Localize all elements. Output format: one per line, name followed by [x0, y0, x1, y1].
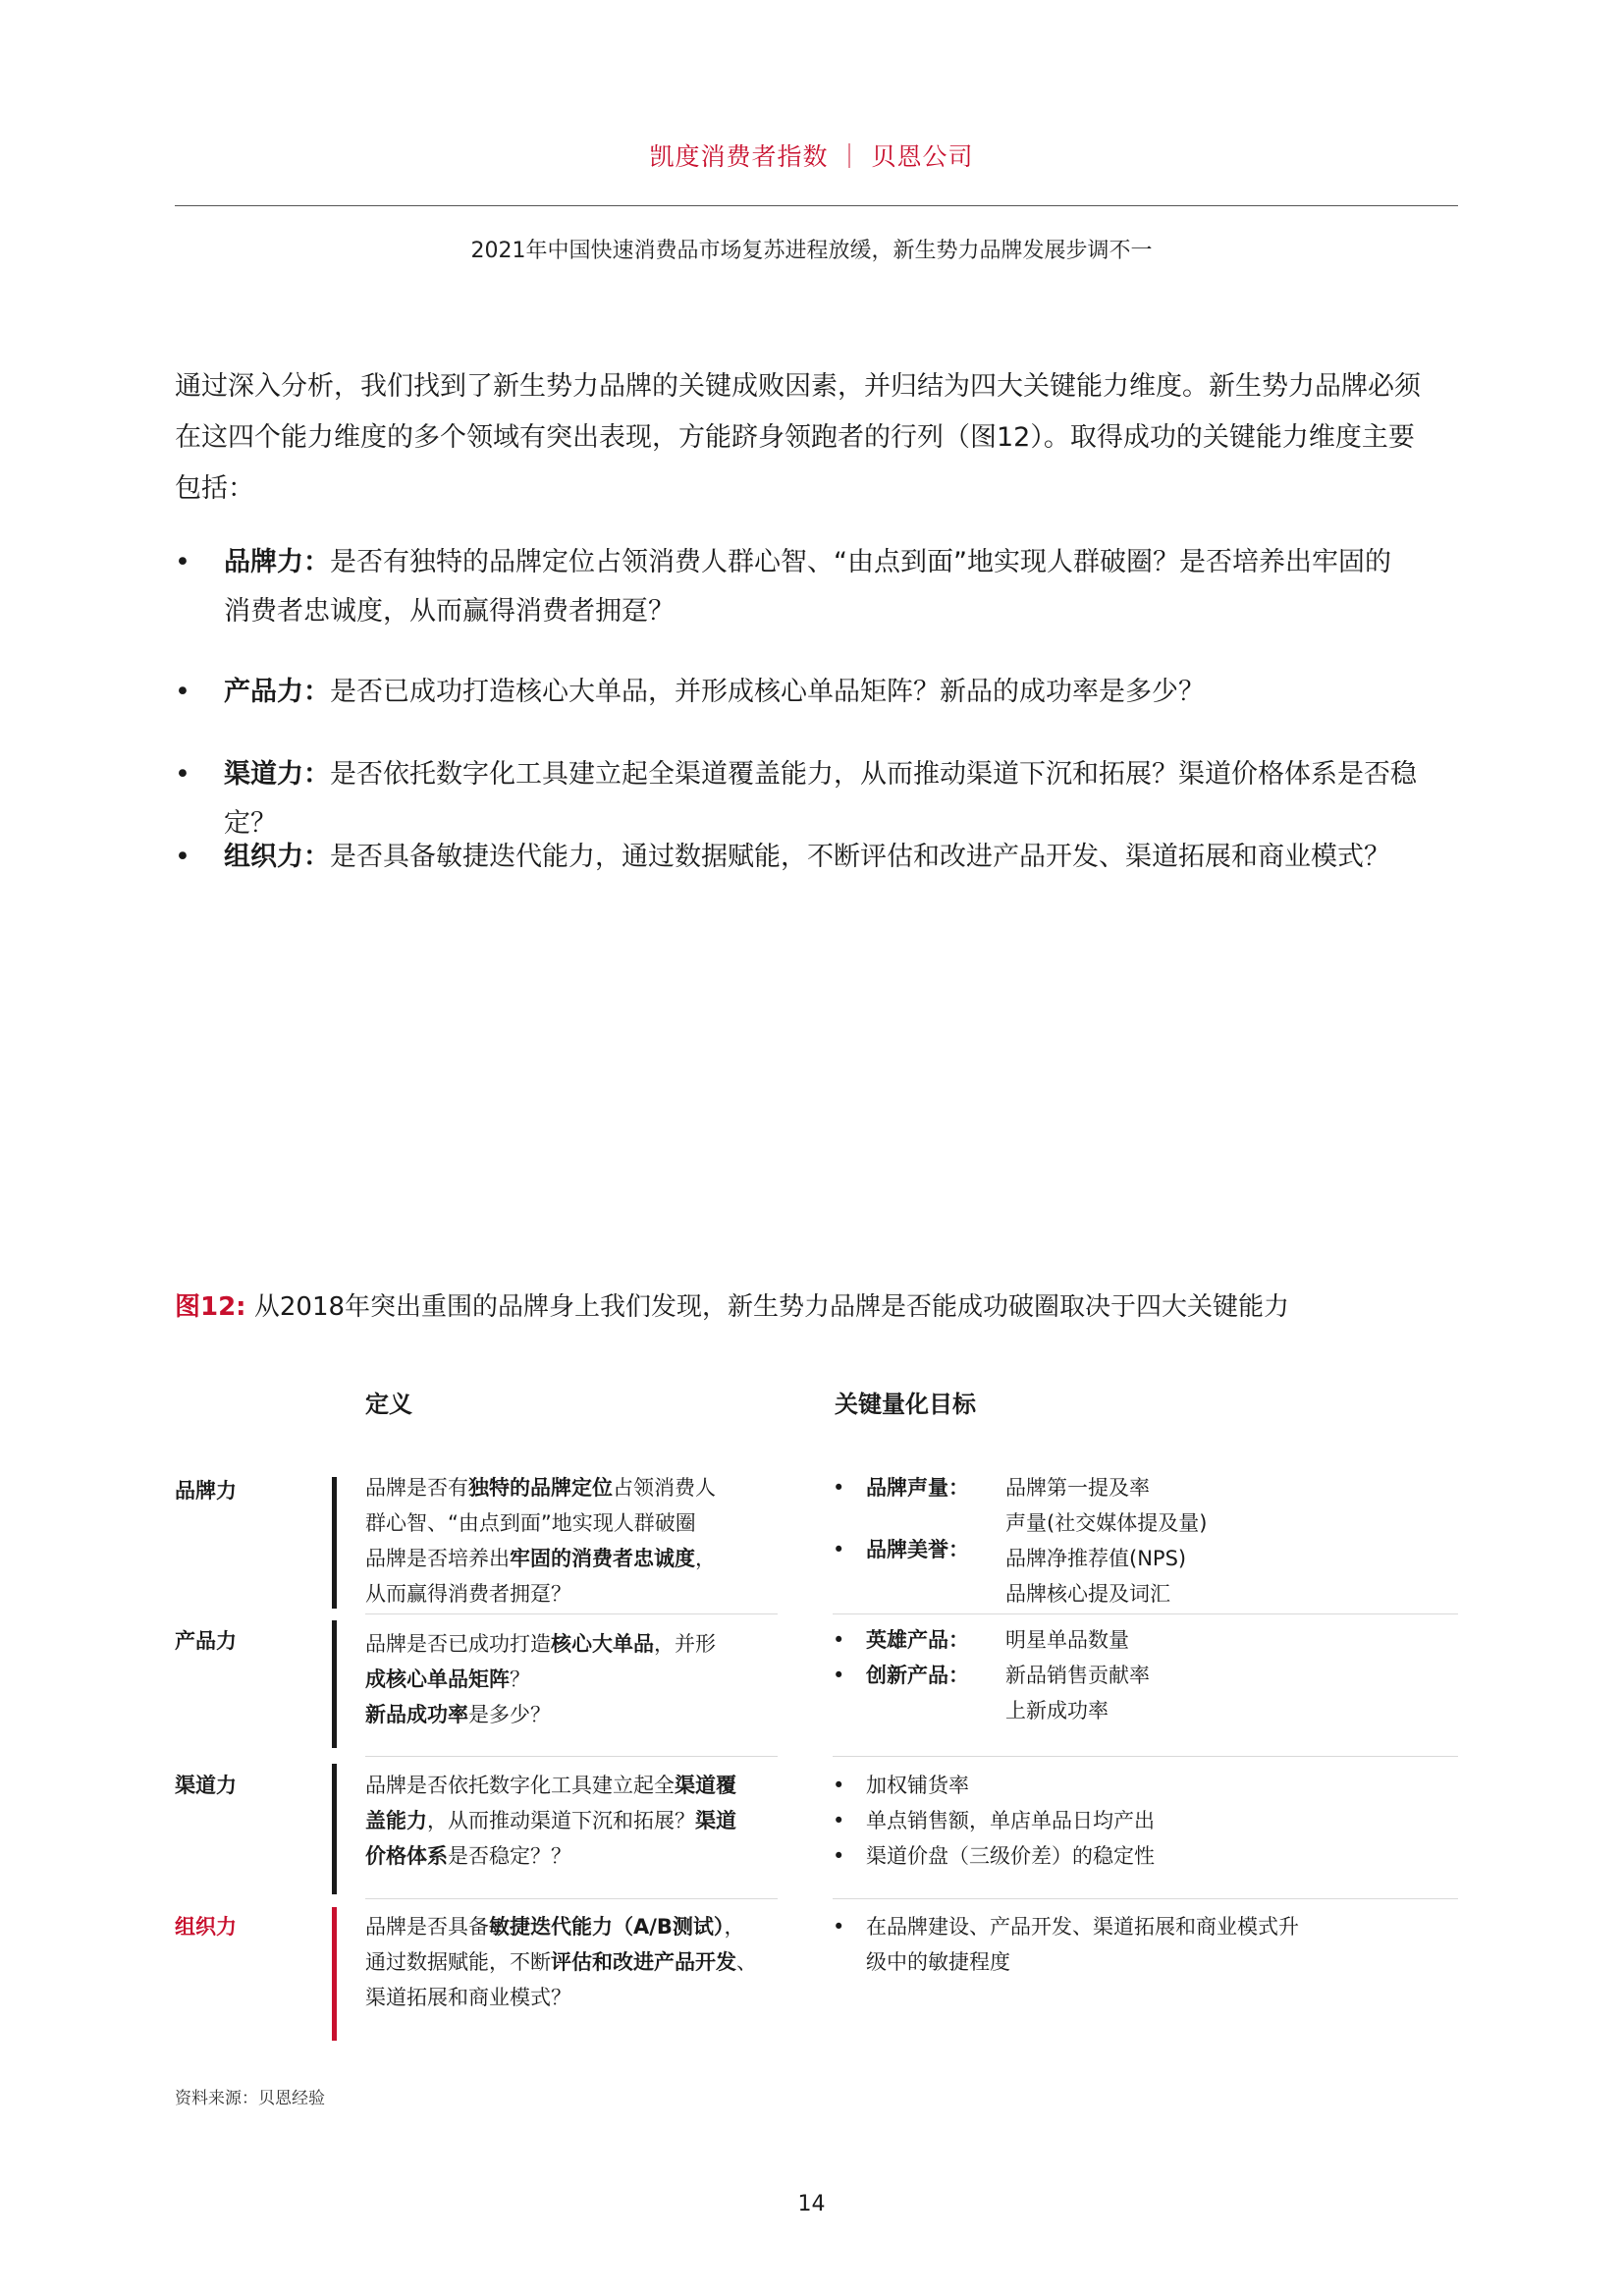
kpi-value: 品牌第一提及率 — [1005, 1476, 1150, 1500]
bullet-label: 渠道力： — [224, 759, 330, 790]
row-label-product: 产品力 — [175, 1629, 237, 1653]
definition-line: 成核心单品矩阵？ — [365, 1667, 530, 1691]
column-header-definition: 定义 — [365, 1391, 412, 1418]
row-accent-bar — [332, 1477, 337, 1609]
bullet-text: 是否有独特的品牌定位占领消费人群心智、“由点到面”地实现人群破圈？是否培养出牢固的 — [330, 547, 1391, 577]
row-label-channel: 渠道力 — [175, 1774, 237, 1797]
kpi-label: 品牌声量： — [866, 1476, 969, 1500]
intro-paragraph — [175, 361, 1461, 515]
definition-line: 价格体系是否稳定？？ — [365, 1844, 571, 1868]
row-divider — [833, 1898, 1458, 1899]
row-divider — [365, 1756, 778, 1757]
row-accent-bar-red — [332, 1907, 337, 2041]
intro-line: 在这四个能力维度的多个领域有突出表现，方能跻身领跑者的行列（图12）。取得成功的关键能力维度主要 — [175, 422, 1415, 453]
kpi-list-channel: • 加权铺货率 • 单点销售额，单店单品日均产出 • 渠道价盘（三级价差）的稳定性 — [833, 1768, 1441, 1876]
definition-product — [365, 1626, 778, 1732]
row-accent-bar — [332, 1764, 337, 1894]
intro-line: 通过深入分析，我们找到了新生势力品牌的关键成败因素，并归结为四大关键能力维度。新生势力品牌必须 — [175, 371, 1421, 402]
bullet-text: 是否依托数字化工具建立起全渠道覆盖能力，从而推动渠道下沉和拓展？渠道价格体系是否稳定？ — [224, 759, 1417, 839]
header-subtitle: 2021年中国快速消费品市场复苏进程放缓，新生势力品牌发展步调不一 — [470, 239, 1153, 263]
bullet-dot-icon: • — [175, 547, 190, 577]
source-note: 资料来源：贝恩经验 — [175, 2089, 325, 2108]
kpi-value: 明星单品数量 — [1005, 1628, 1129, 1652]
header-brand: 凯度消费者指数 ｜ 贝恩公司 — [649, 142, 974, 171]
kpi-item: 渠道价盘（三级价差）的稳定性 — [866, 1844, 1155, 1868]
figure-label: 图12: — [175, 1292, 246, 1322]
bullet-dot-icon: • — [175, 842, 190, 872]
definition-line: 品牌是否依托数字化工具建立起全渠道覆 — [365, 1774, 736, 1797]
page-number: 14 — [797, 2192, 826, 2216]
bullet-text: 是否具备敏捷迭代能力，通过数据赋能，不断评估和改进产品开发、渠道拓展和商业模式？ — [330, 842, 1390, 872]
kpi-values-product — [1005, 1622, 1437, 1728]
definition-line: 品牌是否已成功打造核心大单品，并形 — [365, 1632, 716, 1656]
figure-caption: 从2018年突出重围的品牌身上我们发现，新生势力品牌是否能成功破圈取决于四大关键能力 — [245, 1292, 1290, 1322]
kpi-label: 创新产品： — [866, 1664, 969, 1687]
bullet-dot-icon: • — [175, 677, 190, 707]
row-label-brand: 品牌力 — [175, 1479, 237, 1503]
definition-line: 品牌是否有独特的品牌定位占领消费人 — [365, 1476, 716, 1500]
bullet-text: 是否已成功打造核心大单品，并形成核心单品矩阵？新品的成功率是多少？ — [330, 677, 1205, 707]
row-divider — [833, 1613, 1458, 1614]
kpi-labels-brand: • 品牌声量： • 品牌美誉： — [833, 1470, 1000, 1588]
kpi-labels-product: • 英雄产品： • 创新产品： — [833, 1622, 1000, 1701]
kpi-value: 上新成功率 — [1005, 1699, 1109, 1722]
bullet-dot-icon: • — [175, 759, 190, 790]
definition-channel — [365, 1768, 778, 1874]
bullet-label: 品牌力： — [224, 547, 330, 577]
kpi-value: 品牌核心提及词汇 — [1005, 1582, 1170, 1606]
row-label-organization: 组织力 — [175, 1915, 237, 1939]
row-divider — [365, 1898, 778, 1899]
definition-line: 品牌是否具备敏捷迭代能力（A/B测试）， — [365, 1915, 745, 1939]
definition-line: 从而赢得消费者拥趸？ — [365, 1582, 571, 1606]
kpi-label: 英雄产品： — [866, 1628, 969, 1652]
row-divider — [833, 1756, 1458, 1757]
kpi-item: 级中的敏捷程度 — [866, 1950, 1010, 1974]
definition-line: 群心智、“由点到面”地实现人群破圈 — [365, 1511, 696, 1535]
definition-line: 通过数据赋能，不断评估和改进产品开发、 — [365, 1950, 757, 1974]
header-divider — [175, 205, 1458, 206]
kpi-value: 品牌净推荐值(NPS) — [1005, 1547, 1187, 1570]
bullet-label: 组织力： — [224, 842, 330, 872]
definition-brand — [365, 1470, 778, 1612]
kpi-label: 品牌美誉： — [866, 1538, 969, 1561]
kpi-list-organization: • 在品牌建设、产品开发、渠道拓展和商业模式升 级中的敏捷程度 — [833, 1909, 1441, 1988]
kpi-item: 单点销售额，单店单品日均产出 — [866, 1809, 1155, 1832]
kpi-values-brand — [1005, 1470, 1437, 1612]
intro-line: 包括： — [175, 473, 254, 504]
bullet-text: 消费者忠诚度，从而赢得消费者拥趸？ — [224, 596, 675, 627]
row-divider — [365, 1613, 778, 1614]
column-header-kpi: 关键量化目标 — [835, 1391, 976, 1418]
definition-organization — [365, 1909, 797, 2015]
row-accent-bar — [332, 1620, 337, 1748]
bullet-label: 产品力： — [224, 677, 330, 707]
figure-title — [175, 1286, 1461, 1323]
definition-line: 渠道拓展和商业模式？ — [365, 1986, 571, 2009]
definition-line: 盖能力，从而推动渠道下沉和拓展？渠道 — [365, 1809, 736, 1832]
kpi-value: 新品销售贡献率 — [1005, 1664, 1150, 1687]
definition-line: 品牌是否培养出牢固的消费者忠诚度， — [365, 1547, 716, 1570]
kpi-value: 声量(社交媒体提及量) — [1005, 1511, 1208, 1535]
definition-line: 新品成功率是多少？ — [365, 1703, 551, 1726]
kpi-item: 在品牌建设、产品开发、渠道拓展和商业模式升 — [866, 1915, 1299, 1939]
kpi-item: 加权铺货率 — [866, 1774, 969, 1797]
